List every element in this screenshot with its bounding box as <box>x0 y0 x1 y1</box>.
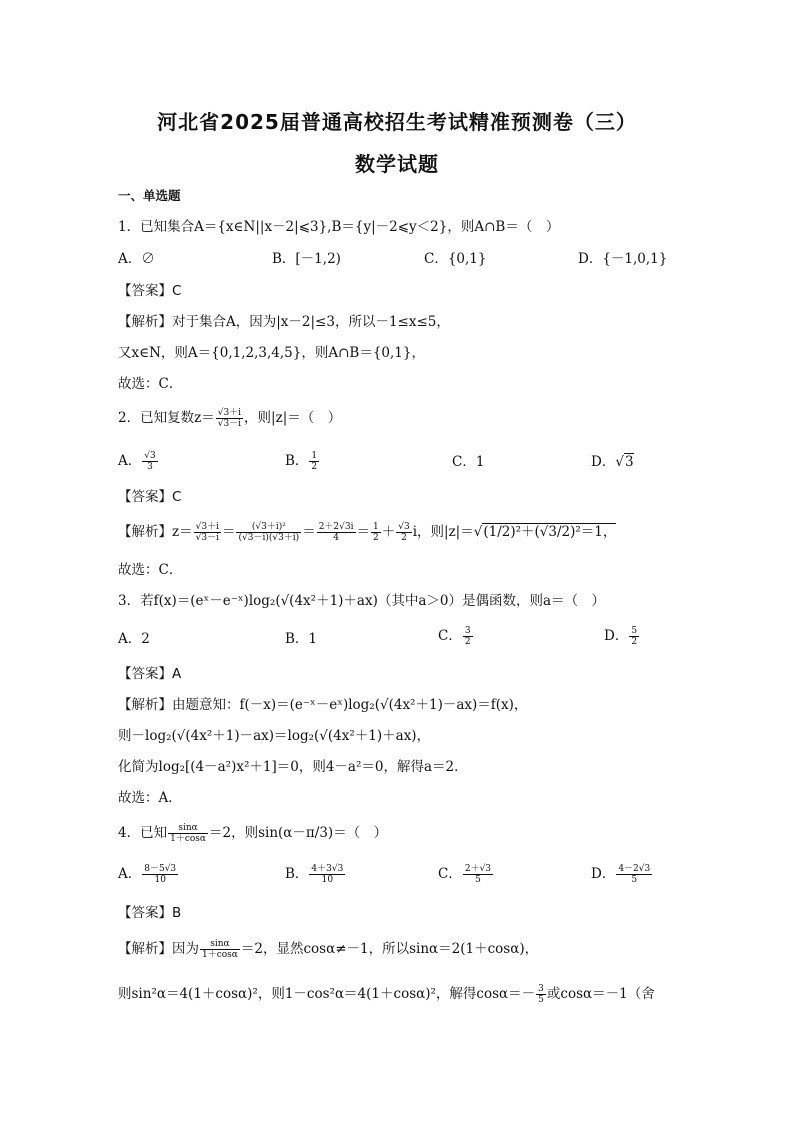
q4-option-a: A． $\frac{8-5√3}{10}$ <box>118 864 177 885</box>
q1-option-b: B．[－1,2) <box>272 251 341 267</box>
q3-option-b: B．1 <box>285 631 318 647</box>
q2-answer: 【答案】C <box>118 489 182 505</box>
q4-explanation-1: 【解析】因为 $\frac{\sin\alpha}{1+\cos\alpha}$ ＝2，显然cosα≠－1，所以sinα＝2(1＋cosα)， <box>118 939 539 960</box>
q4-option-d: D． $\frac{4-2√3}{5}$ <box>591 864 651 885</box>
q1-option-c: C．{0,1} <box>424 251 487 267</box>
page-subtitle: 数学试题 <box>355 152 439 176</box>
q1-explanation-2: 又x∈N，则A＝{0,1,2,3,4,5}，则A∩B＝{0,1}， <box>118 345 425 361</box>
q1-option-a: A．∅ <box>118 251 155 267</box>
q3-option-c: C． $\frac{3}{2}$ <box>438 626 471 647</box>
q2-stem: 2．已知复数z＝ $\frac{√3+i}{√3-i}$ ，则|z|＝（ ） <box>118 408 342 429</box>
q3-explanation-2: 则－log₂(√(4x²＋1)－ax)＝log₂(√(4x²＋1)＋ax)， <box>118 728 431 744</box>
q3-explanation-4: 故选：A． <box>118 790 182 806</box>
q2-option-c: C．1 <box>452 454 485 470</box>
q2-explanation: 【解析】z＝ $\frac{√3+i}{√3-i}$ ＝ $\frac{\text{(√3＋i)²}}{(√3-i)(√3+i)}$ ＝ $\frac{2+2√3i}{4}$ ＝ $\frac{1}{2}$ ＋ $\frac{√3}{2}$ i，则|z|＝√(1/2)²＋(√3/2)²＝1， <box>118 522 617 543</box>
q4-stem: 4．已知 $\frac{\sin\alpha}{1+\cos\alpha}$ ＝2，则sin(α－π/3)＝（ ） <box>118 823 388 844</box>
q1-explanation-1: 【解析】对于集合A，因为|x－2|≤3，所以－1≤x≤5， <box>118 314 450 330</box>
q3-stem: 3．若f(x)＝(eˣ－e⁻ˣ)log₂(√(4x²＋1)＋ax)（其中a＞0）是偶函数，则a＝（ ） <box>118 593 606 609</box>
q1-option-d: D．{－1,0,1} <box>578 251 668 267</box>
q3-option-d: D． $\frac{5}{2}$ <box>604 626 638 647</box>
q3-explanation-1: 【解析】由题意知：f(－x)＝(e⁻ˣ－eˣ)log₂(√(4x²＋1)－ax)＝f(x)， <box>118 697 528 713</box>
page-title: 河北省2025届普通高校招生考试精准预测卷（三） <box>157 110 637 134</box>
q2-option-a: A． $\frac{√3}{3}$ <box>118 451 156 472</box>
q3-option-a: A．2 <box>118 631 150 647</box>
q4-answer: 【答案】B <box>118 905 182 921</box>
q2-stem-fraction: $\frac{√3+i}{√3-i}$ <box>217 408 242 429</box>
q2-explanation-3: 故选：C． <box>118 562 183 578</box>
q3-explanation-3: 化简为log₂[(4－a²)x²＋1]＝0，则4－a²＝0，解得a＝2． <box>118 759 468 775</box>
q1-stem: 1．已知集合A＝{x∈N||x－2|⩽3},B＝{y|－2⩽y＜2}，则A∩B＝（ ） <box>118 219 560 235</box>
q2-option-b: B． $\frac{1}{2}$ <box>285 451 318 472</box>
q1-answer: 【答案】C <box>118 283 182 299</box>
q4-option-b: B． $\frac{4+3√3}{10}$ <box>285 864 344 885</box>
q3-answer: 【答案】A <box>118 666 182 682</box>
q2-option-d: D．√3 <box>591 454 634 470</box>
q4-explanation-2: 则sin²α＝4(1＋cosα)²，则1－cos²α＝4(1＋cosα)²，解得cosα＝－ $\frac{3}{5}$ 或cosα＝－1（舍 <box>118 984 655 1005</box>
q1-explanation-3: 故选：C． <box>118 376 183 392</box>
section-heading: 一、单选题 <box>118 188 181 203</box>
q4-option-c: C． $\frac{2+√3}{5}$ <box>438 864 492 885</box>
